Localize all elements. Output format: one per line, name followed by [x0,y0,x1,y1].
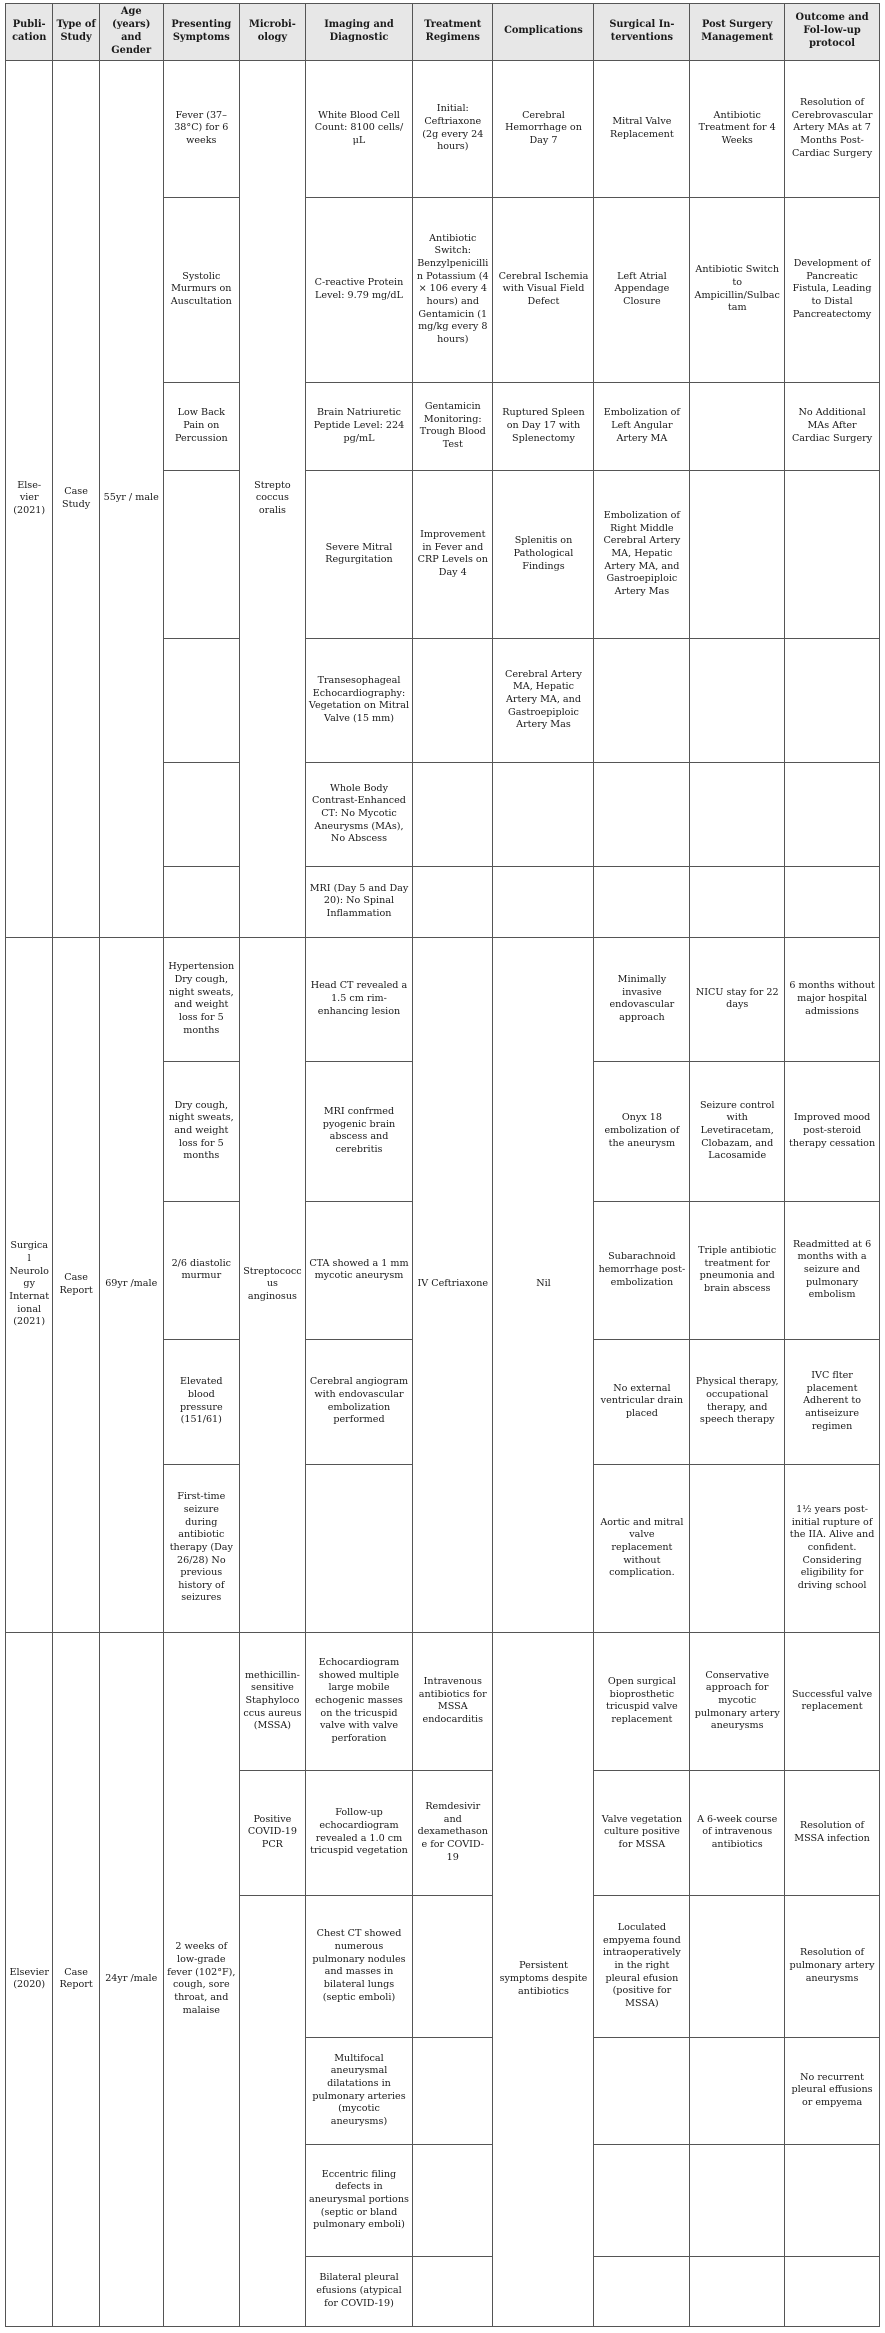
post-surgery-cell: A 6-week course of intravenous antibiotics [690,1770,785,1895]
post-surgery-cell: Conservative approach for mycotic pulmonary artery aneurysms [690,1632,785,1770]
treatment-cell: Improvement in Fever and CRP Levels on Day 4 [413,470,493,638]
outcome-cell: Readmitted at 6 months with a seizure and pulmonary embolism [785,1201,880,1339]
treatment-cell [413,2144,493,2256]
case-comparison-table [5,3,880,2327]
treatment-cell: Intravenous antibiotics for MSSA endocarditis [413,1632,493,1770]
post-surgery-cell [690,866,785,937]
surgery-cell: Valve vegetation culture positive for MSSA [594,1770,690,1895]
post-surgery-cell [690,1895,785,2037]
treatment-cell: Initial: Ceftriaxone (2g every 24 hours) [413,60,493,197]
symptom-cell [163,638,239,762]
outcome-cell [785,866,880,937]
outcome-cell: 6 months without major hospital admissions [785,937,880,1061]
imaging-cell: Brain Natriuretic Peptide Level: 224 pg/mL [305,382,412,470]
surgery-cell [594,2037,690,2144]
outcome-cell: Resolution of pulmonary artery aneurysms [785,1895,880,2037]
treatment-cell [413,762,493,866]
symptom-cell: Low Back Pain on Percussion [163,382,239,470]
post-surgery-cell: NICU stay for 22 days [690,937,785,1061]
treatment-cell [413,866,493,937]
surgery-cell [594,638,690,762]
post-surgery-cell [690,1464,785,1632]
outcome-cell [785,638,880,762]
microbiology-cell: Positive COVID-19 PCR [239,1770,305,1895]
publication-cell: Elsevier (2020) [6,1632,53,2326]
outcome-cell: Improved mood post-steroid therapy cessation [785,1061,880,1201]
symptom-cell: 2/6 diastolic murmur [163,1201,239,1339]
complication-cell: Cerebral Hemorrhage on Day 7 [493,60,594,197]
post-surgery-cell: Antibiotic Treatment for 4 Weeks [690,60,785,197]
surgery-cell [594,866,690,937]
imaging-cell: MRI confrmed pyogenic brain abscess and cerebritis [305,1061,412,1201]
outcome-cell: No recurrent pleural effusions or empyema [785,2037,880,2144]
imaging-cell: Eccentric filing defects in aneurysmal portions (septic or bland pulmonary emboli) [305,2144,412,2256]
treatment-cell: Remdesivir and dexamethasone for COVID-19 [413,1770,493,1895]
header-row [6,4,880,61]
study-type-cell: Case Report [53,937,99,1632]
imaging-cell: Whole Body Contrast-Enhanced CT: No Mycotic Aneurysms (MAs), No Abscess [305,762,412,866]
microbiology-cell: Strepto coccus oralis [239,60,305,937]
surgery-cell: No external ventricular drain placed [594,1339,690,1464]
post-surgery-cell [690,2037,785,2144]
outcome-cell: No Additional MAs After Cardiac Surgery [785,382,880,470]
symptom-cell: 2 weeks of low-grade fever (102°F), cough, sore throat, and malaise [163,1632,239,2326]
post-surgery-cell [690,2256,785,2326]
complication-cell: Persistent symptoms despite antibiotics [493,1632,594,2326]
treatment-cell [413,2037,493,2144]
header-imaging: Imaging and Diagnostic [305,4,412,61]
header-symptoms: Presenting Symptoms [163,4,239,61]
imaging-cell [305,1464,412,1632]
treatment-cell: Gentamicin Monitoring: Trough Blood Test [413,382,493,470]
table-row [6,1632,880,1770]
header-age-gender: Age (years) and Gender [99,4,163,61]
imaging-cell: Multifocal aneurysmal dilatations in pulmonary arteries (mycotic aneurysms) [305,2037,412,2144]
microbiology-cell [239,1895,305,2326]
imaging-cell: Follow-up echocardiogram revealed a 1.0 cm tricuspid vegetation [305,1770,412,1895]
imaging-cell: Bilateral pleural efusions (atypical for COVID-19) [305,2256,412,2326]
post-surgery-cell [690,638,785,762]
treatment-cell [413,1895,493,2037]
age-gender-cell: 24yr /male [99,1632,163,2326]
symptom-cell [163,866,239,937]
imaging-cell: Transesophageal Echocardiography: Vegetation on Mitral Valve (15 mm) [305,638,412,762]
publication-cell: Else-vier (2021) [6,60,53,937]
post-surgery-cell [690,762,785,866]
header-microbiology: Microbi-ology [239,4,305,61]
microbiology-cell: methicillin-sensitive Staphylococcus aureus (MSSA) [239,1632,305,1770]
complication-cell [493,866,594,937]
surgery-cell: Open surgical bioprosthetic tricuspid valve replacement [594,1632,690,1770]
surgery-cell [594,762,690,866]
treatment-cell [413,638,493,762]
header-treatment: Treatment Regimens [413,4,493,61]
post-surgery-cell: Triple antibiotic treatment for pneumonia and brain abscess [690,1201,785,1339]
post-surgery-cell [690,470,785,638]
symptom-cell: Dry cough, night sweats, and weight loss for 5 months [163,1061,239,1201]
age-gender-cell: 69yr /male [99,937,163,1632]
symptom-cell: Systolic Murmurs on Auscultation [163,197,239,382]
symptom-cell [163,762,239,866]
complication-cell [493,762,594,866]
treatment-cell: IV Ceftriaxone [413,937,493,1632]
outcome-cell: 1½ years post-initial rupture of the IIA. Alive and confident. Considering eligibility for driving school [785,1464,880,1632]
surgery-cell [594,2256,690,2326]
imaging-cell: Severe Mitral Regurgitation [305,470,412,638]
outcome-cell: Development of Pancreatic Fistula, Leading to Distal Pancreatectomy [785,197,880,382]
post-surgery-cell [690,2144,785,2256]
surgery-cell: Onyx 18 embolization of the aneurysm [594,1061,690,1201]
header-surgery: Surgical In-terventions [594,4,690,61]
surgery-cell: Mitral Valve Replacement [594,60,690,197]
complication-cell: Ruptured Spleen on Day 17 with Splenectomy [493,382,594,470]
imaging-cell: CTA showed a 1 mm mycotic aneurysm [305,1201,412,1339]
surgery-cell: Aortic and mitral valve replacement without complication. [594,1464,690,1632]
outcome-cell: Resolution of MSSA infection [785,1770,880,1895]
surgery-cell: Minimally invasive endovascular approach [594,937,690,1061]
table-row [6,937,880,1061]
treatment-cell [413,2256,493,2326]
study-type-cell: Case Study [53,60,99,937]
symptom-cell: Fever (37–38°C) for 6 weeks [163,60,239,197]
outcome-cell: Successful valve replacement [785,1632,880,1770]
header-post-surgery: Post Surgery Management [690,4,785,61]
header-study-type: Type of Study [53,4,99,61]
surgery-cell: Loculated empyema found intraoperatively in the right pleural efusion (positive for MSSA) [594,1895,690,2037]
outcome-cell: Resolution of Cerebrovascular Artery MAs at 7 Months Post-Cardiac Surgery [785,60,880,197]
surgery-cell: Embolization of Right Middle Cerebral Artery MA, Hepatic Artery MA, and Gastroepiploic Artery Mas [594,470,690,638]
imaging-cell: Echocardiogram showed multiple large mobile echogenic masses on the tricuspid valve with valve perforation [305,1632,412,1770]
imaging-cell: Chest CT showed numerous pulmonary nodules and masses in bilateral lungs (septic emboli) [305,1895,412,2037]
imaging-cell: C-reactive Protein Level: 9.79 mg/dL [305,197,412,382]
symptom-cell: First-time seizure during antibiotic therapy (Day 26/28) No previous history of seizures [163,1464,239,1632]
symptom-cell: Elevated blood pressure (151/61) [163,1339,239,1464]
outcome-cell [785,2256,880,2326]
complication-cell: Cerebral Artery MA, Hepatic Artery MA, and Gastroepiploic Artery Mas [493,638,594,762]
complication-cell: Nil [493,937,594,1632]
age-gender-cell: 55yr / male [99,60,163,937]
table-row [6,60,880,197]
imaging-cell: MRI (Day 5 and Day 20): No Spinal Inflammation [305,866,412,937]
header-complications: Complications [493,4,594,61]
study-type-cell: Case Report [53,1632,99,2326]
surgery-cell: Subarachnoid hemorrhage post-embolization [594,1201,690,1339]
header-outcome: Outcome and Fol-low-up protocol [785,4,880,61]
outcome-cell [785,470,880,638]
post-surgery-cell [690,382,785,470]
surgery-cell: Left Atrial Appendage Closure [594,197,690,382]
publication-cell: Surgical Neurology International (2021) [6,937,53,1632]
imaging-cell: White Blood Cell Count: 8100 cells/μL [305,60,412,197]
symptom-cell: Hypertension Dry cough, night sweats, and weight loss for 5 months [163,937,239,1061]
complication-cell: Splenitis on Pathological Findings [493,470,594,638]
microbiology-cell: Streptococcus anginosus [239,937,305,1632]
outcome-cell: IVC flter placement Adherent to antiseizure regimen [785,1339,880,1464]
imaging-cell: Head CT revealed a 1.5 cm rim-enhancing lesion [305,937,412,1061]
post-surgery-cell: Seizure control with Levetiracetam, Clobazam, and Lacosamide [690,1061,785,1201]
post-surgery-cell: Physical therapy, occupational therapy, and speech therapy [690,1339,785,1464]
surgery-cell [594,2144,690,2256]
imaging-cell: Cerebral angiogram with endovascular embolization performed [305,1339,412,1464]
outcome-cell [785,2144,880,2256]
outcome-cell [785,762,880,866]
complication-cell: Cerebral Ischemia with Visual Field Defect [493,197,594,382]
symptom-cell [163,470,239,638]
header-publication: Publi-cation [6,4,53,61]
surgery-cell: Embolization of Left Angular Artery MA [594,382,690,470]
treatment-cell: Antibiotic Switch: Benzylpenicillin Potassium (4 × 106 every 4 hours) and Gentamicin (1 mg/kg every 8 hours) [413,197,493,382]
post-surgery-cell: Antibiotic Switch to Ampicillin/Sulbactam [690,197,785,382]
